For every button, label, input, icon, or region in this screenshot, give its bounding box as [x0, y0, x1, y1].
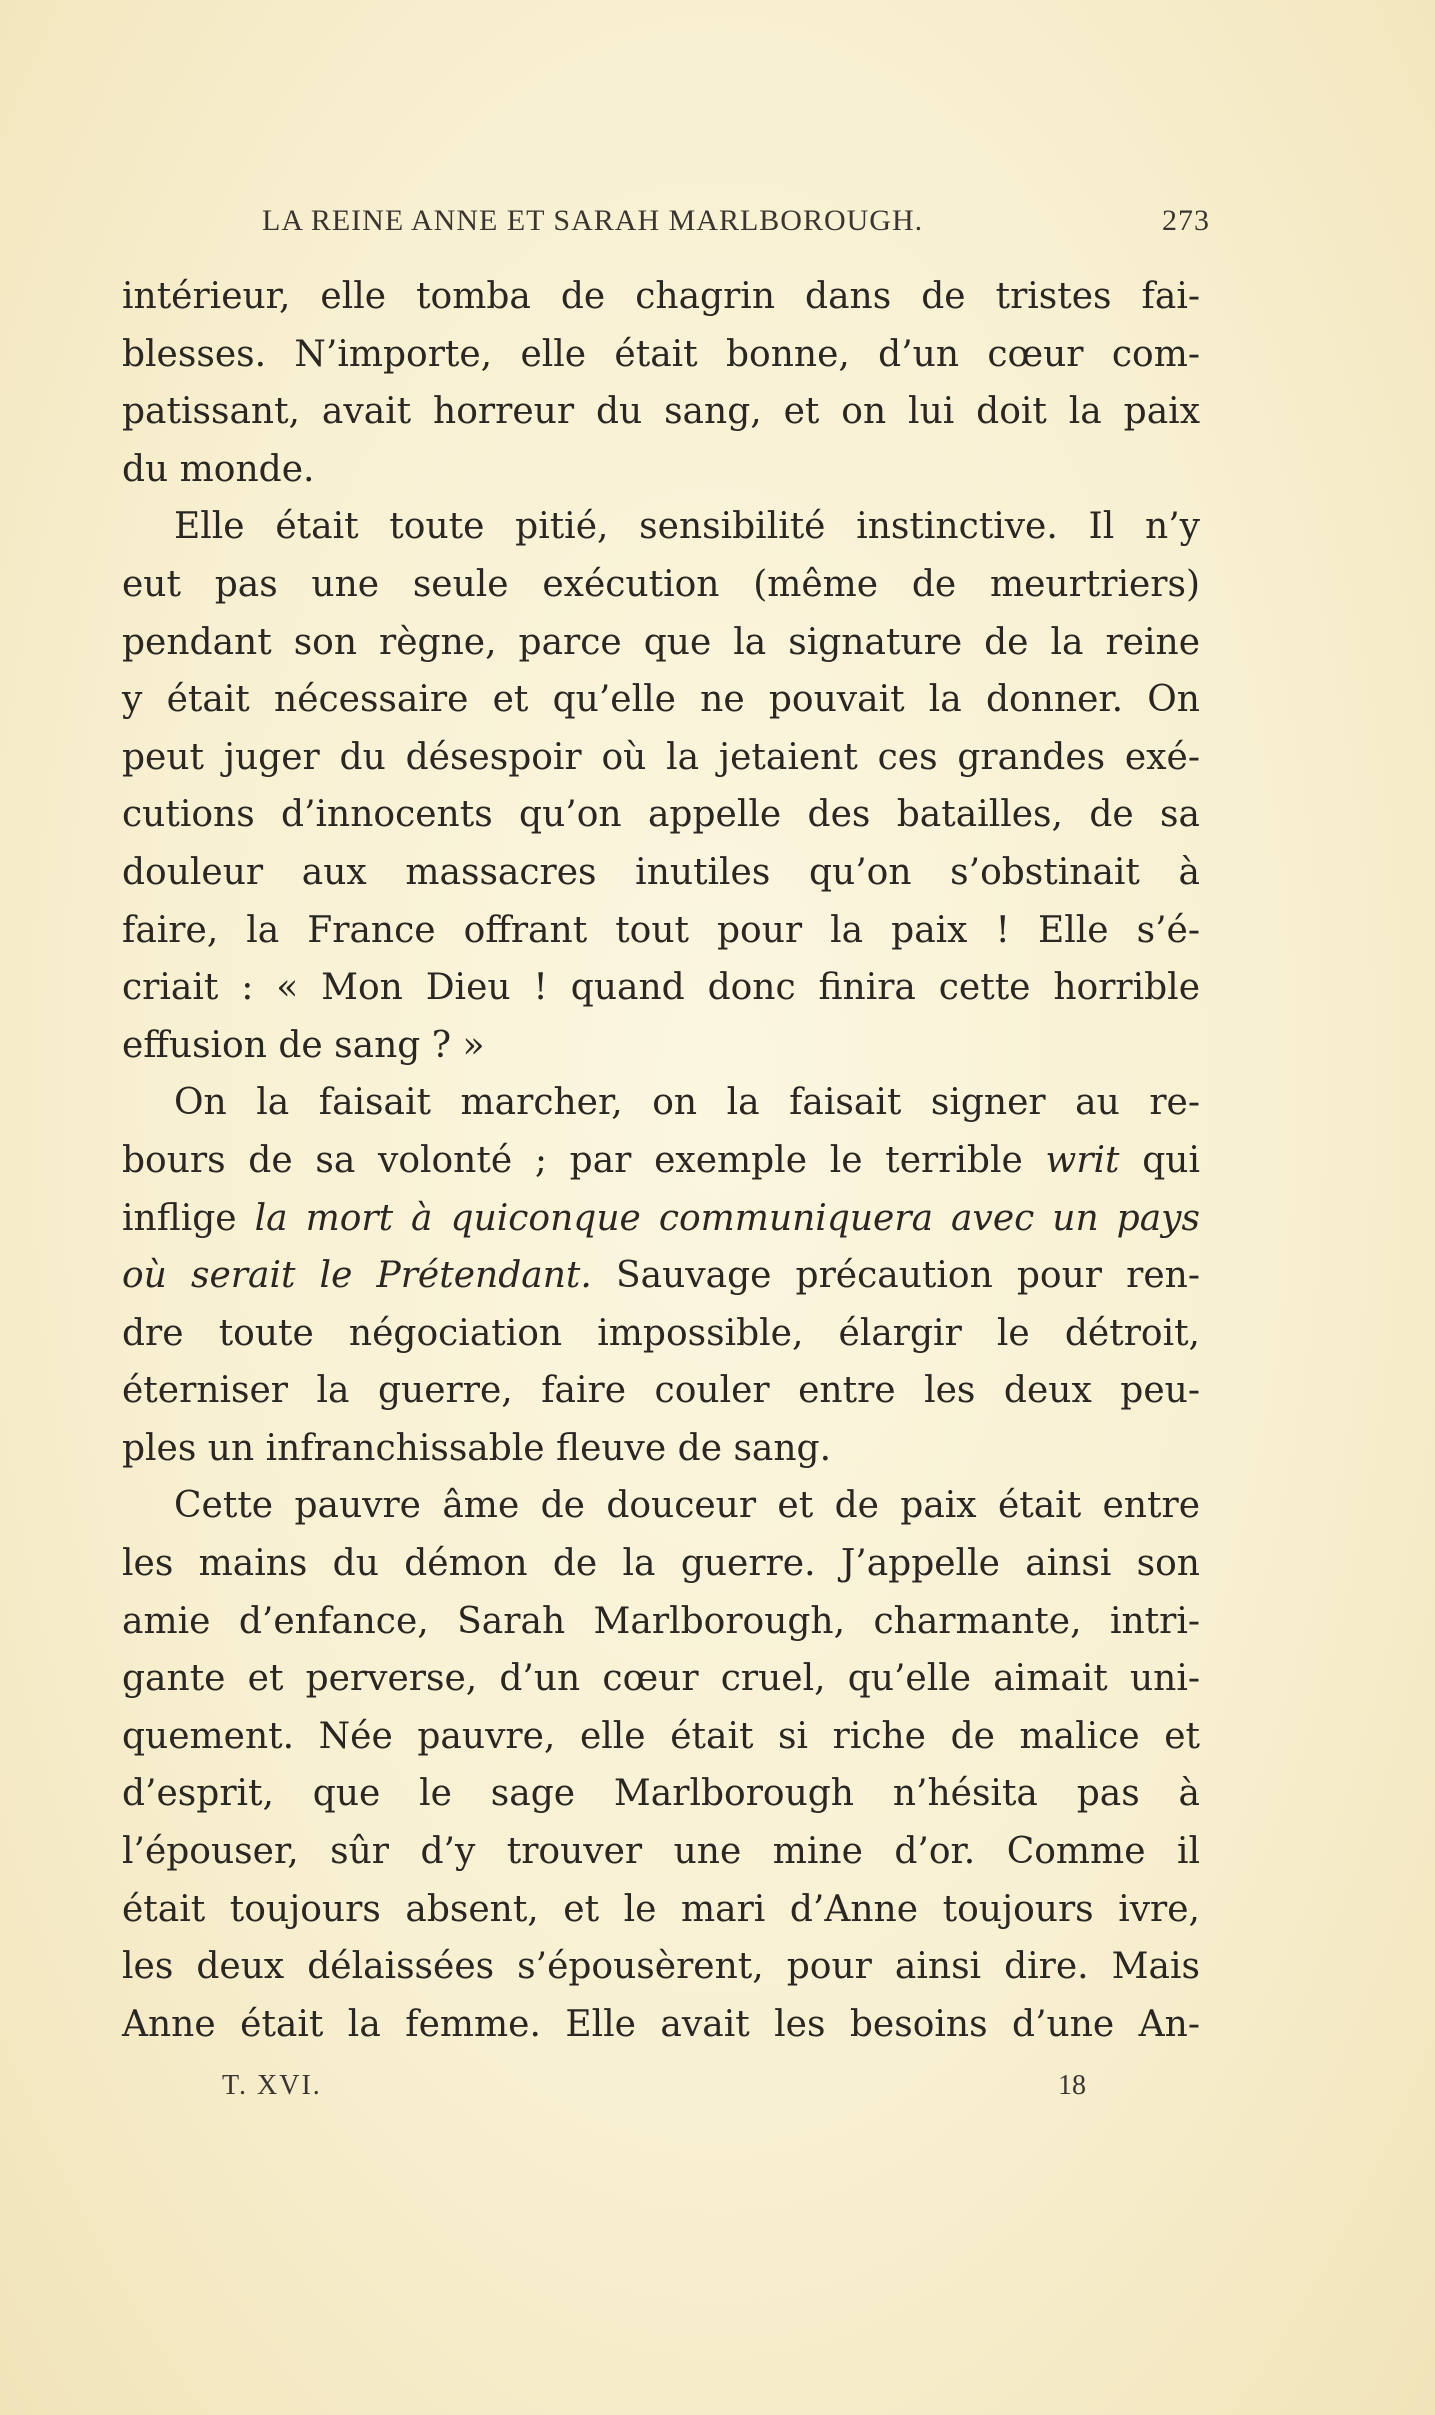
text-line	[122, 1132, 1200, 1190]
text-line: douleur aux massacres inutiles qu’on s’obstinait à	[122, 851, 1200, 893]
text-line: ples un infranchissable fleuve de sang.	[122, 1427, 832, 1469]
italic-phrase: où serait le Prétendant.	[122, 1255, 592, 1297]
text-line: était toujours absent, et le mari d’Anne toujours ivre,	[122, 1888, 1200, 1930]
italic-phrase: la mort à quiconque communiquera avec un pays	[254, 1197, 1200, 1239]
text-line: Elle était toute pitié, sensibilité instinctive. Il n’y	[174, 506, 1200, 548]
page-number: 273	[1162, 204, 1210, 237]
text-line: eut pas une seule exécution (même de meurtriers)	[122, 563, 1200, 605]
text-line: les deux délaissées s’épousèrent, pour ainsi dire. Mais	[122, 1946, 1200, 1988]
italic-word: writ	[1045, 1139, 1120, 1181]
volume-signature: T. XVI.	[222, 2070, 322, 2101]
text-line: blesses. N’importe, elle était bonne, d’un cœur com-	[122, 333, 1200, 375]
text-line: criait : « Mon Dieu ! quand donc finira cette horrible	[122, 967, 1200, 1009]
text-line: l’épouser, sûr d’y trouver une mine d’or. Comme il	[122, 1831, 1200, 1873]
gathering-number: 18	[1058, 2070, 1086, 2101]
running-head	[262, 204, 1210, 254]
text-line: y était nécessaire et qu’elle ne pouvait la donner. On	[122, 679, 1200, 721]
text-line: gante et perverse, d’un cœur cruel, qu’elle aimait uni-	[122, 1658, 1200, 1700]
text-line: les mains du démon de la guerre. J’appelle ainsi son	[122, 1543, 1200, 1585]
text-line: quement. Née pauvre, elle était si riche de malice et	[122, 1715, 1200, 1757]
text-line: éterniser la guerre, faire couler entre les deux peu-	[122, 1370, 1200, 1412]
text-line: amie d’enfance, Sarah Marlborough, charmante, intri-	[122, 1600, 1200, 1642]
text-line: effusion de sang ? »	[122, 1024, 485, 1066]
text-line: du monde.	[122, 448, 315, 490]
text-line: pendant son règne, parce que la signature de la reine	[122, 621, 1200, 663]
text-line: Cette pauvre âme de douceur et de paix était entre	[174, 1485, 1200, 1527]
text-line	[122, 1247, 1200, 1305]
text-line: patissant, avait horreur du sang, et on lui doit la paix	[122, 391, 1200, 433]
text-segment: Sauvage précaution pour ren-	[615, 1255, 1200, 1297]
text-line: d’esprit, que le sage Marlborough n’hésita pas à	[122, 1773, 1200, 1815]
text-line: peut juger du désespoir où la jetaient ces grandes exé-	[122, 736, 1200, 778]
text-line: intérieur, elle tomba de chagrin dans de tristes fai-	[122, 276, 1200, 317]
text-line	[122, 1190, 1200, 1248]
text-segment: bours de sa volonté ; par exemple le terrible	[122, 1139, 1023, 1181]
running-head-title: LA REINE ANNE ET SARAH MARLBOROUGH.	[262, 204, 924, 237]
page-footer	[0, 2070, 1435, 2120]
text-line: On la faisait marcher, on la faisait signer au re-	[174, 1082, 1200, 1124]
text-line: cutions d’innocents qu’on appelle des batailles, de sa	[122, 794, 1200, 836]
text-segment: inflige	[122, 1197, 237, 1239]
text-line: dre toute négociation impossible, élargir le détroit,	[122, 1312, 1200, 1354]
text-line: faire, la France offrant tout pour la paix ! Elle s’é-	[122, 909, 1200, 951]
text-line: Anne était la femme. Elle avait les besoins d’une An-	[122, 2003, 1200, 2045]
body-text	[122, 268, 1200, 2053]
text-segment: qui	[1142, 1139, 1200, 1181]
